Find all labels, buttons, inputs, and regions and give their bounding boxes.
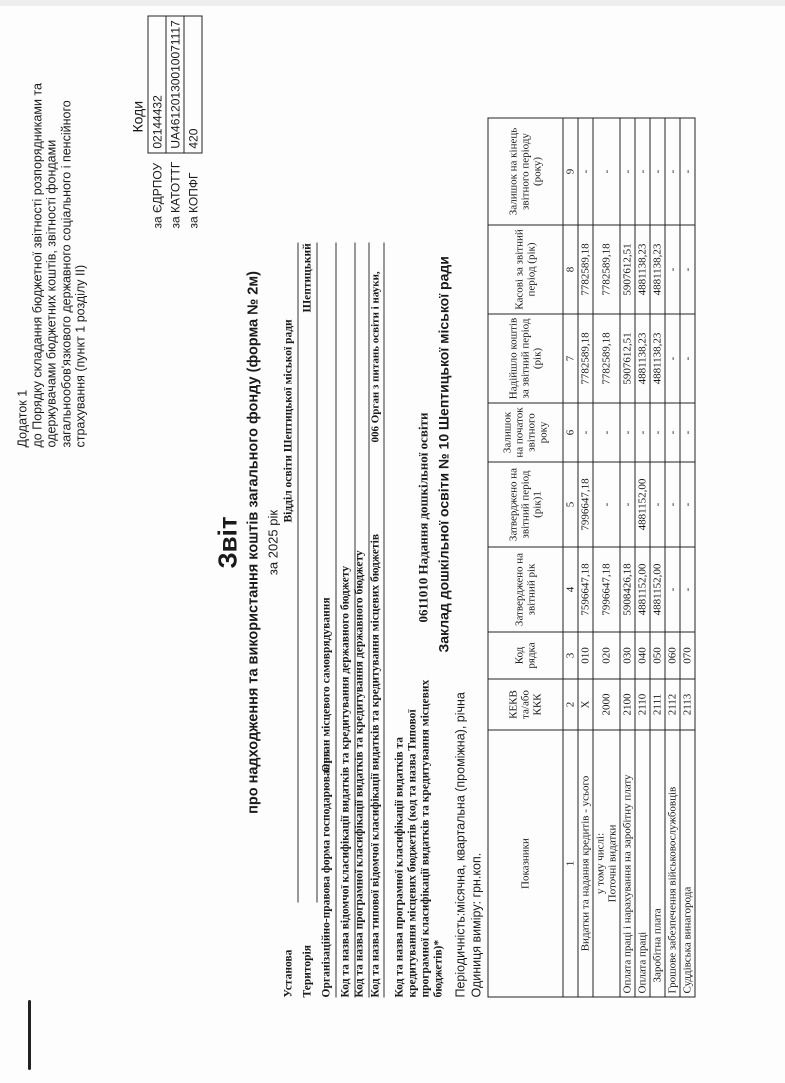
cell: 070 — [680, 632, 695, 679]
codes-label: за КОПФГ — [186, 172, 200, 229]
row-label: Грошове забезпечення військовослужбовців — [665, 730, 680, 997]
cell: - — [593, 462, 620, 547]
col-number: 2 — [563, 679, 578, 730]
cell: 060 — [665, 632, 680, 679]
cell: - — [680, 547, 695, 632]
cell: - — [593, 403, 620, 462]
cell: - — [578, 403, 593, 462]
cell: 2111 — [650, 679, 665, 730]
institution-label: Установа — [282, 949, 295, 998]
table-row — [620, 118, 635, 997]
cell: 5907612,51 — [620, 225, 635, 314]
col-header: КЕКВ та/або ККК — [488, 679, 563, 730]
cell: 7782589,18 — [578, 225, 593, 314]
cell: 2113 — [680, 679, 695, 730]
cell: 4881138,23 — [650, 314, 665, 403]
cell: 4881152,00 — [635, 462, 650, 547]
cell: - — [665, 547, 680, 632]
cell: 5907612,51 — [620, 314, 635, 403]
program-classification-value: 0611010 Надання дошкільної освіти — [415, 412, 431, 623]
cell: 7782589,18 — [593, 225, 620, 314]
row-label — [593, 730, 620, 997]
row-label: Видатки та надання кредитів - усього — [578, 730, 593, 997]
cell: 4881138,23 — [650, 225, 665, 314]
col-header: Надійшло коштів за звітний період (рік) — [488, 314, 563, 403]
cell: - — [680, 118, 695, 225]
periodicity-label: Періодичність:місячна, квартальна (проміжна), річна — [453, 692, 468, 998]
col-number: 8 — [563, 225, 578, 314]
cell: 4881152,00 — [650, 547, 665, 632]
state-program-label: Код та назва програмної класифікації видатків та кредитування державного бюджету — [353, 550, 366, 998]
report-title: Звіт — [212, 516, 243, 569]
typical-classification-label: Код та назва типової відомчої класифікації видатків та кредитування місцевих бюджетів — [369, 533, 382, 998]
org-form-label: Організаційно-правова форма господарювання — [320, 750, 333, 998]
cell: 7996647,18 — [578, 462, 593, 547]
cell: - — [680, 403, 695, 462]
dept-classification-label: Код та назва відомчої класифікації видатків та кредитування державного бюджету — [339, 565, 352, 998]
cell: - — [665, 462, 680, 547]
col-header: Затверджено на звітний рік — [488, 547, 563, 632]
cell: 2110 — [635, 679, 650, 730]
table-row — [680, 118, 695, 997]
codes-table — [148, 15, 203, 232]
cell: 7596647,18 — [578, 547, 593, 632]
appendix-note — [16, 83, 89, 447]
appendix-line: до Порядку складання бюджетної звітності розпорядниками та — [30, 83, 44, 448]
col-number: 1 — [563, 730, 578, 997]
row-label-text: Поточні видатки — [606, 824, 619, 903]
cell: - — [665, 403, 680, 462]
col-number: 6 — [563, 403, 578, 462]
underline — [298, 243, 299, 903]
cell: 7996647,18 — [593, 547, 620, 632]
codes-value: 02144432 — [148, 16, 166, 153]
col-header: Залишок на початок звітного року — [488, 403, 563, 462]
cell: - — [620, 403, 635, 462]
cell: - — [593, 118, 620, 225]
underline — [336, 243, 337, 998]
cell: - — [680, 462, 695, 547]
territory-label: Територія — [301, 945, 314, 998]
table-row — [665, 118, 680, 997]
cell: - — [680, 225, 695, 314]
cell: 2112 — [665, 679, 680, 730]
typical-classification-value: 006 Орган з питань освіти і науки, — [369, 271, 382, 443]
underline — [384, 243, 385, 998]
cell: 5908426,18 — [620, 547, 635, 632]
cell: - — [665, 118, 680, 225]
codes-value: 420 — [184, 16, 202, 153]
recipient-institution: Заклад дошкільної освіти № 10 Шептицької міської ради — [435, 256, 452, 653]
cell: 030 — [620, 632, 635, 679]
row-label: Оплата праці і нарахування на заробітну плату — [620, 730, 635, 997]
cell: - — [680, 314, 695, 403]
report-year: за 2025 рік — [265, 509, 281, 576]
cell: - — [635, 403, 650, 462]
codes-value: UA46120130010071117 — [166, 16, 184, 153]
appendix-line: страхування (пункт 1 розділу ІІ) — [73, 264, 88, 448]
cell: 7782589,18 — [578, 314, 593, 403]
report-table — [488, 118, 696, 998]
row-label: Заробітна плата — [650, 730, 665, 997]
col-header: Залишок на кінець звітного періоду (року) — [488, 118, 563, 225]
cell: - — [650, 462, 665, 547]
cell: - — [620, 118, 635, 225]
subnote: у тому числі: — [594, 832, 607, 895]
cell: - — [665, 314, 680, 403]
codes-label: за КАТОТТГ — [168, 161, 182, 229]
rotated-document-sheet — [0, 3, 783, 1083]
appendix-line: одержувачами бюджетних коштів, звітності фондами — [44, 139, 59, 448]
table-row — [578, 118, 593, 997]
program-classification-label: Код та назва програмної класифікації видатків та кредитування місцевих бюджетів (код та назва Типової програмної класифікації видатків та кредитування місцевих бюджетів)* — [393, 679, 445, 998]
unit-label: Одиниця виміру: грн.коп. — [469, 852, 484, 998]
row-label: Суддівська винагорода — [680, 730, 695, 997]
cell: 020 — [593, 632, 620, 679]
cell: - — [620, 462, 635, 547]
cell: 2100 — [620, 679, 635, 730]
cell: 4881138,23 — [635, 314, 650, 403]
cell: - — [635, 118, 650, 225]
col-number: 3 — [563, 632, 578, 679]
report-subtitle: про надходження та використання коштів загального фонду (форма № 2м) — [245, 271, 262, 814]
cell: 7782589,18 — [593, 314, 620, 403]
col-number: 9 — [563, 118, 578, 225]
cell: 050 — [650, 632, 665, 679]
col-header: Показники — [488, 730, 563, 997]
territory-value: Шептицький — [301, 243, 314, 313]
col-number: 5 — [563, 462, 578, 547]
cell: 040 — [635, 632, 650, 679]
col-number: 4 — [563, 547, 578, 632]
col-header: Касові за звітний період (рік) — [488, 225, 563, 314]
col-number: 7 — [563, 314, 578, 403]
org-form-value: Орган місцевого самоврядування — [320, 597, 333, 773]
table-row — [635, 118, 650, 997]
cell: 4881152,00 — [635, 547, 650, 632]
cell: - — [650, 118, 665, 225]
col-header: Код рядка — [488, 632, 563, 679]
underline — [317, 243, 318, 903]
cell: 2000 — [593, 679, 620, 730]
table-row — [650, 118, 665, 997]
cell: - — [665, 225, 680, 314]
codes-label: за ЄДРПОУ — [150, 162, 164, 229]
cell: 010 — [578, 632, 593, 679]
cell: - — [650, 403, 665, 462]
cell: 4881138,23 — [635, 225, 650, 314]
codes-title: Коди — [129, 100, 146, 133]
institution-value: Відділ освіти Шептицької міської ради — [282, 319, 295, 523]
row-label: Оплата праці — [635, 730, 650, 997]
appendix-line: Додаток 1 — [15, 389, 30, 448]
cell: - — [578, 118, 593, 225]
appendix-line: загальнообов'язкового державного соціального і пенсійного — [59, 100, 73, 448]
col-header: Затверджено на звітний період (рік)1 — [488, 462, 563, 547]
cell: X — [578, 679, 593, 730]
table-row — [593, 118, 620, 997]
